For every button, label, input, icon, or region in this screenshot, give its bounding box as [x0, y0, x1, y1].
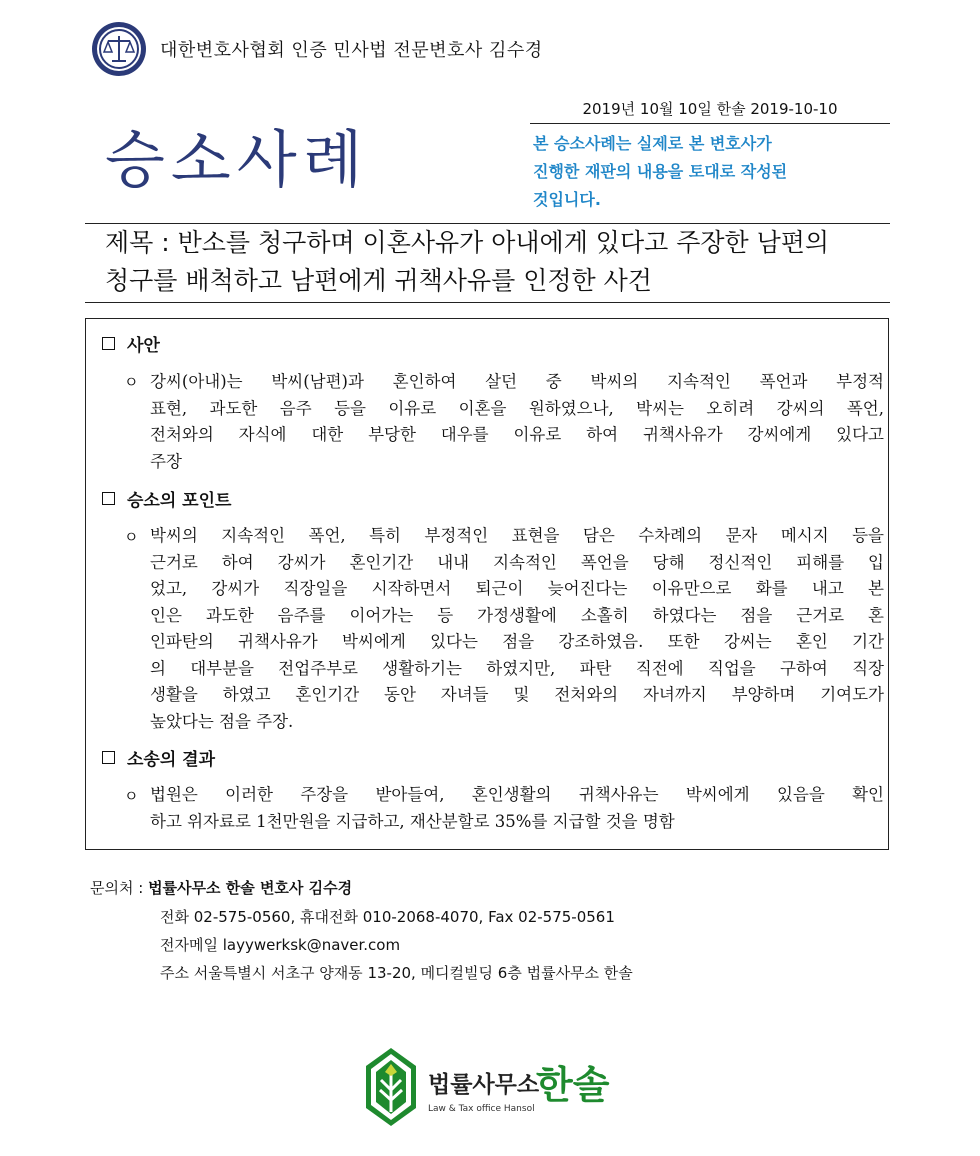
paragraph-line: 근거로 하여 강씨가 혼인기간 내내 지속적인 폭언을 당해 정신적인 피해를 입	[150, 552, 884, 572]
section-paragraph-winning-point	[150, 523, 884, 735]
notice-line: 진행한 재판의 내용을 토대로 작성된	[533, 162, 788, 181]
subject-title	[85, 223, 890, 303]
contact-phone: 전화 02-575-0560, 휴대전화 010-2068-4070, Fax 02-575-0561	[160, 908, 615, 926]
contact-label-prefix: 문의처 :	[90, 879, 149, 897]
content-box	[85, 318, 889, 850]
paragraph-line: 표현, 과도한 음주 등을 이유로 이혼을 원하였으나, 박씨는 오히려 강씨의 폭언,	[150, 398, 884, 418]
contact-name: 법률사무소 한솔 변호사 김수경	[148, 879, 353, 897]
paragraph-line: 었고, 강씨가 직장일을 시작하면서 퇴근이 늦어진다는 이유만으로 화를 내고 본	[150, 579, 884, 598]
section-paragraph-case	[150, 369, 884, 475]
paragraph-line: 인은 과도한 음주를 이어가는 등 가정생활에 소홀히 하였다는 점을 근거로 혼	[150, 605, 884, 625]
section-heading-case	[102, 331, 160, 356]
logo-text-english: Law & Tax office Hansol	[428, 1104, 535, 1114]
section-paragraph-result	[150, 782, 884, 835]
hansol-logo-icon	[364, 1046, 418, 1128]
paragraph-line: 주장	[150, 451, 182, 471]
paragraph-line: 의 대부분을 전업주부로 생활하기는 하였지만, 파탄 직전에 직업을 구하여 직장	[150, 658, 884, 678]
paragraph-line: 전처와의 자식에 대한 부당한 대우를 이유로 하여 귀책사유가 강씨에게 있다고	[150, 425, 884, 444]
contact-address: 주소 서울특별시 서초구 양재동 13-20, 메디컬빌딩 6층 법률사무소 한솔	[160, 964, 633, 982]
date-line: 2019년 10월 10일 한솔 2019-10-10	[530, 98, 890, 124]
section-heading-result	[102, 745, 215, 770]
contact-label	[90, 877, 352, 898]
subject-line: 제목 : 반소를 청구하며 이혼사유가 아내에게 있다고 주장한 남편의	[105, 228, 830, 257]
bullet-icon: ㅇ	[124, 528, 139, 546]
paragraph-line: 강씨(아내)는 박씨(남편)과 혼인하여 살던 중 박씨의 지속적인 폭언과 부정적	[150, 372, 884, 391]
bar-association-seal-icon	[90, 20, 148, 78]
org-line: 대한변호사협회 인증 민사법 전문변호사 김수경	[160, 40, 543, 61]
paragraph-line: 하고 위자료로 1천만원을 지급하고, 재산분할로 35%를 지급할 것을 명함	[150, 811, 675, 831]
page-title: 승소사례	[105, 123, 369, 196]
notice-line: 것입니다.	[533, 190, 601, 209]
section-heading-label: 사안	[127, 336, 160, 356]
paragraph-line: 인파탄의 귀책사유가 박씨에게 있다는 점을 강조하였음. 또한 강씨는 혼인 기간	[150, 632, 884, 651]
logo-text-small: 법률사무소	[428, 1072, 540, 1098]
paragraph-line: 박씨의 지속적인 폭언, 특히 부정적인 표현을 담은 수차례의 문자 메시지 등을	[150, 526, 884, 545]
subject-line: 청구를 배척하고 남편에게 귀책사유를 인정한 사건	[105, 266, 652, 295]
bullet-icon: ㅇ	[124, 373, 139, 391]
notice	[533, 130, 873, 214]
section-heading-winning-point	[102, 486, 231, 511]
paragraph-line: 법원은 이러한 주장을 받아들여, 혼인생활의 귀책사유는 박씨에게 있음을 확인	[150, 785, 884, 804]
checkbox-square-icon	[102, 337, 115, 350]
paragraph-line: 생활을 하였고 혼인기간 동안 자녀들 및 전처와의 자녀까지 부양하며 기여도가	[150, 685, 884, 704]
section-heading-label: 소송의 결과	[127, 750, 216, 770]
checkbox-square-icon	[102, 751, 115, 764]
section-heading-label: 승소의 포인트	[127, 491, 232, 511]
paragraph-line: 높았다는 점을 주장.	[150, 711, 294, 731]
logo-text-big: 한솔	[536, 1063, 610, 1107]
bullet-icon: ㅇ	[124, 787, 139, 805]
checkbox-square-icon	[102, 492, 115, 505]
contact-email: 전자메일 layywerksk@naver.com	[160, 936, 401, 954]
notice-line: 본 승소사례는 실제로 본 변호사가	[533, 134, 772, 153]
